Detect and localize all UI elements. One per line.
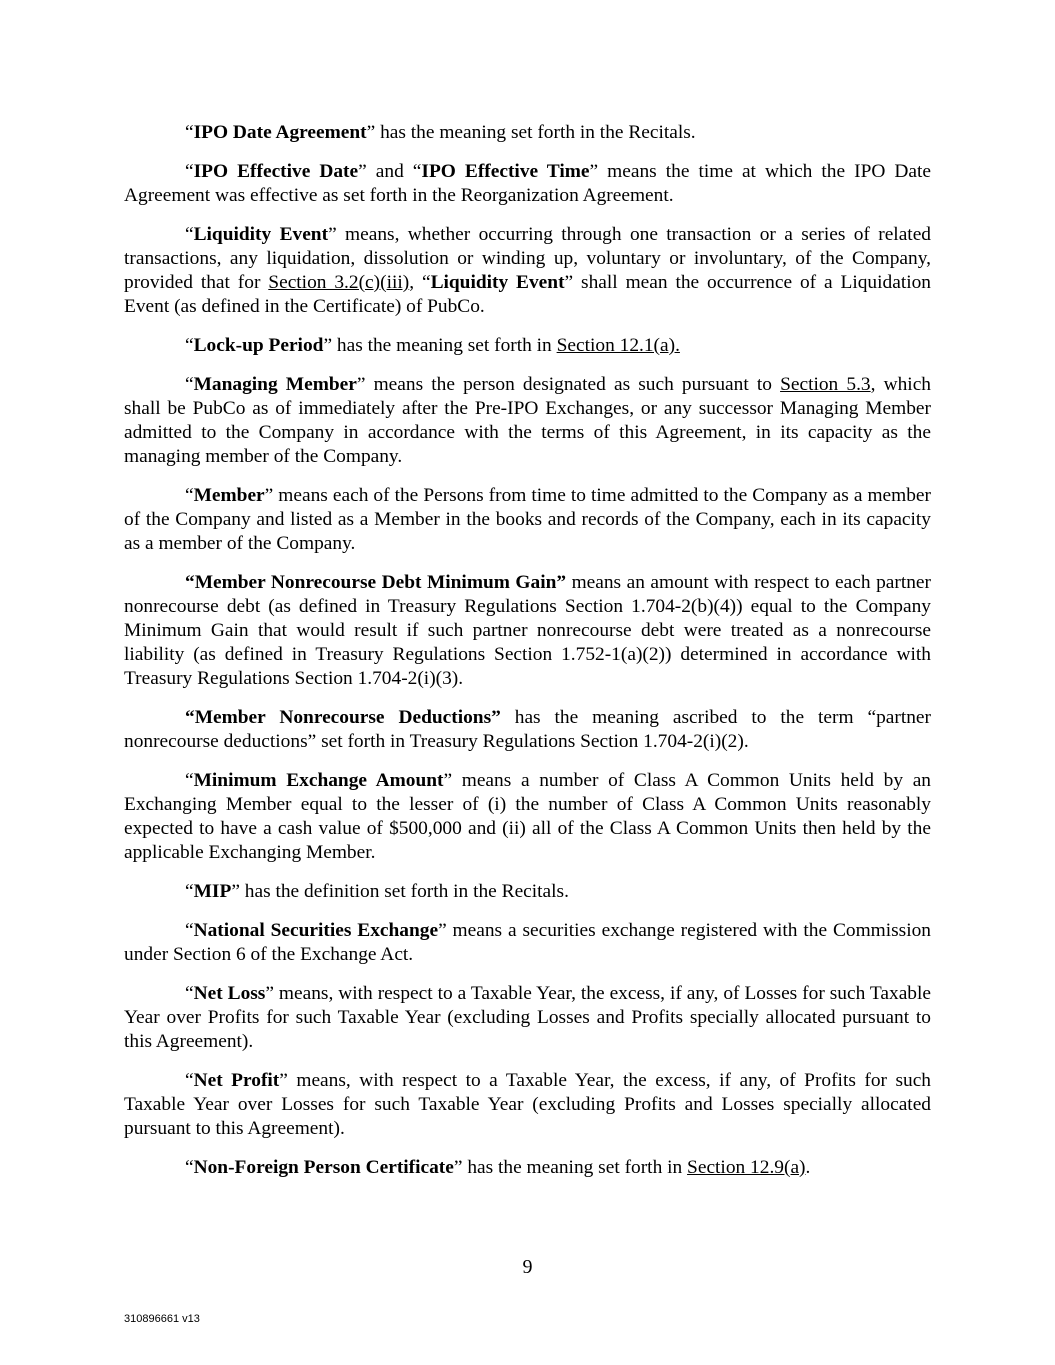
definition-paragraph <box>124 373 931 469</box>
defined-term: “Member Nonrecourse Deductions” <box>185 707 501 728</box>
defined-term: Net Profit <box>193 1070 280 1091</box>
document-id: 310896661 v13 <box>124 1313 200 1325</box>
definition-paragraph <box>124 223 931 319</box>
defined-term: “Member Nonrecourse Debt Minimum Gain” <box>185 572 567 593</box>
definition-text: “ <box>185 161 194 182</box>
definition-paragraph <box>124 571 931 691</box>
definition-text: ” has the meaning set forth in <box>453 1157 688 1178</box>
defined-term: IPO Date Agreement <box>193 122 367 143</box>
definition-paragraph <box>124 121 931 145</box>
definition-text: ” has the meaning set forth in <box>323 335 557 356</box>
page-number: 9 <box>522 1256 533 1278</box>
defined-term: Liquidity Event <box>193 224 329 245</box>
definition-text: “ <box>185 983 194 1004</box>
section-reference-link[interactable]: Section 12.1(a). <box>556 335 680 356</box>
definition-paragraph <box>124 1156 931 1180</box>
defined-term: Liquidity Event <box>430 272 565 293</box>
defined-term: National Securities Exchange <box>193 920 439 941</box>
definition-text: “ <box>185 485 194 506</box>
definition-text: ” shall mean the occurrence of a Liquidation Event (as defined in the Certificate) of PubCo. <box>124 272 931 317</box>
defined-term: Managing Member <box>193 374 357 395</box>
definition-text: ” means, with respect to a Taxable Year, the excess, if any, of Profits for such Taxable Year over Losses for such Taxable Year (excluding Profits and Losses specially allocated pursuant to this Agreement). <box>124 1070 932 1139</box>
definition-paragraph <box>124 919 931 967</box>
definition-text: , which shall be PubCo as of immediately after the Pre-IPO Exchanges, or any successor Managing Member admitted to the Company in accordance with the terms of this Agreement, in its capacity as the managing member of the Company. <box>124 374 931 467</box>
section-reference-link[interactable]: Section 3.2(c)(iii) <box>268 272 410 293</box>
section-reference-link[interactable]: Section 5.3 <box>780 374 871 395</box>
definition-text: “ <box>185 770 194 791</box>
defined-term: IPO Effective Date <box>193 161 359 182</box>
section-reference-link[interactable]: Section 12.9(a) <box>687 1157 806 1178</box>
definition-text: ” has the definition set forth in the Recitals. <box>231 881 569 902</box>
defined-term: Member <box>193 485 265 506</box>
definition-paragraph <box>124 706 931 754</box>
definition-text: “ <box>185 920 194 941</box>
definition-text: “ <box>185 335 194 356</box>
definition-text: ” and “ <box>358 161 422 182</box>
definition-text: “ <box>185 224 194 245</box>
defined-term: IPO Effective Time <box>421 161 590 182</box>
definition-text: “ <box>185 1070 194 1091</box>
defined-term: Non-Foreign Person Certificate <box>193 1157 454 1178</box>
definition-text: “ <box>185 1157 194 1178</box>
definition-paragraph <box>124 160 931 208</box>
definition-text: , “ <box>409 272 431 293</box>
definition-text: ” means the person designated as such pursuant to <box>356 374 781 395</box>
definition-paragraph <box>124 484 931 556</box>
definition-paragraph <box>124 982 931 1054</box>
definition-text: ” means each of the Persons from time to time admitted to the Company as a member of the Company and listed as a Member in the books and records of the Company, each in its capacity as a member of the Company. <box>124 485 931 554</box>
defined-term: Net Loss <box>193 983 266 1004</box>
definition-paragraph <box>124 1069 931 1141</box>
definition-text: has the meaning ascribed to the term “partner nonrecourse deductions” set forth in Treasury Regulations Section 1.704-2(i)(2). <box>124 707 931 752</box>
definition-text: means an amount with respect to each partner nonrecourse debt (as defined in Treasury Regulations Section 1.704-2(b)(4)) equal to the Company Minimum Gain that would result if such partner nonrecourse debt were treated as a nonrecourse liability (as defined in Treasury Regulations Section 1.752-1(a)(2)) determined in accordance with Treasury Regulations Section 1.704-2(i)(3). <box>124 572 931 689</box>
definition-text: ” means a number of Class A Common Units held by an Exchanging Member equal to the lesser of (i) the number of Class A Common Units reasonably expected to have a cash value of $500,000 and (ii) all of the Class A Common Units then held by the applicable Exchanging Member. <box>124 770 931 863</box>
definition-text: ” means a securities exchange registered with the Commission under Section 6 of the Exchange Act. <box>124 920 931 965</box>
document-body <box>124 121 931 1195</box>
definition-text: ” means the time at which the IPO Date Agreement was effective as set forth in the Reorganization Agreement. <box>124 161 932 206</box>
defined-term: MIP <box>193 881 232 902</box>
definition-text: ” has the meaning set forth in the Recitals. <box>366 122 696 143</box>
definition-text: “ <box>185 122 194 143</box>
definition-text: ” means, whether occurring through one transaction or a series of related transactions, any liquidation, dissolution or winding up, voluntary or involuntary, of the Company, provided that for <box>124 224 931 293</box>
definition-paragraph <box>124 334 931 358</box>
definition-text: . <box>805 1157 811 1178</box>
definition-text: “ <box>185 881 194 902</box>
definition-text: “ <box>185 374 194 395</box>
defined-term: Lock-up Period <box>193 335 324 356</box>
defined-term: Minimum Exchange Amount <box>193 770 444 791</box>
definition-text: ” means, with respect to a Taxable Year, the excess, if any, of Losses for such Taxable Year over Profits for such Taxable Year (excluding Losses and Profits specially allocated pursuant to this Agreement). <box>124 983 931 1052</box>
definition-paragraph <box>124 880 931 904</box>
definition-paragraph <box>124 769 931 865</box>
